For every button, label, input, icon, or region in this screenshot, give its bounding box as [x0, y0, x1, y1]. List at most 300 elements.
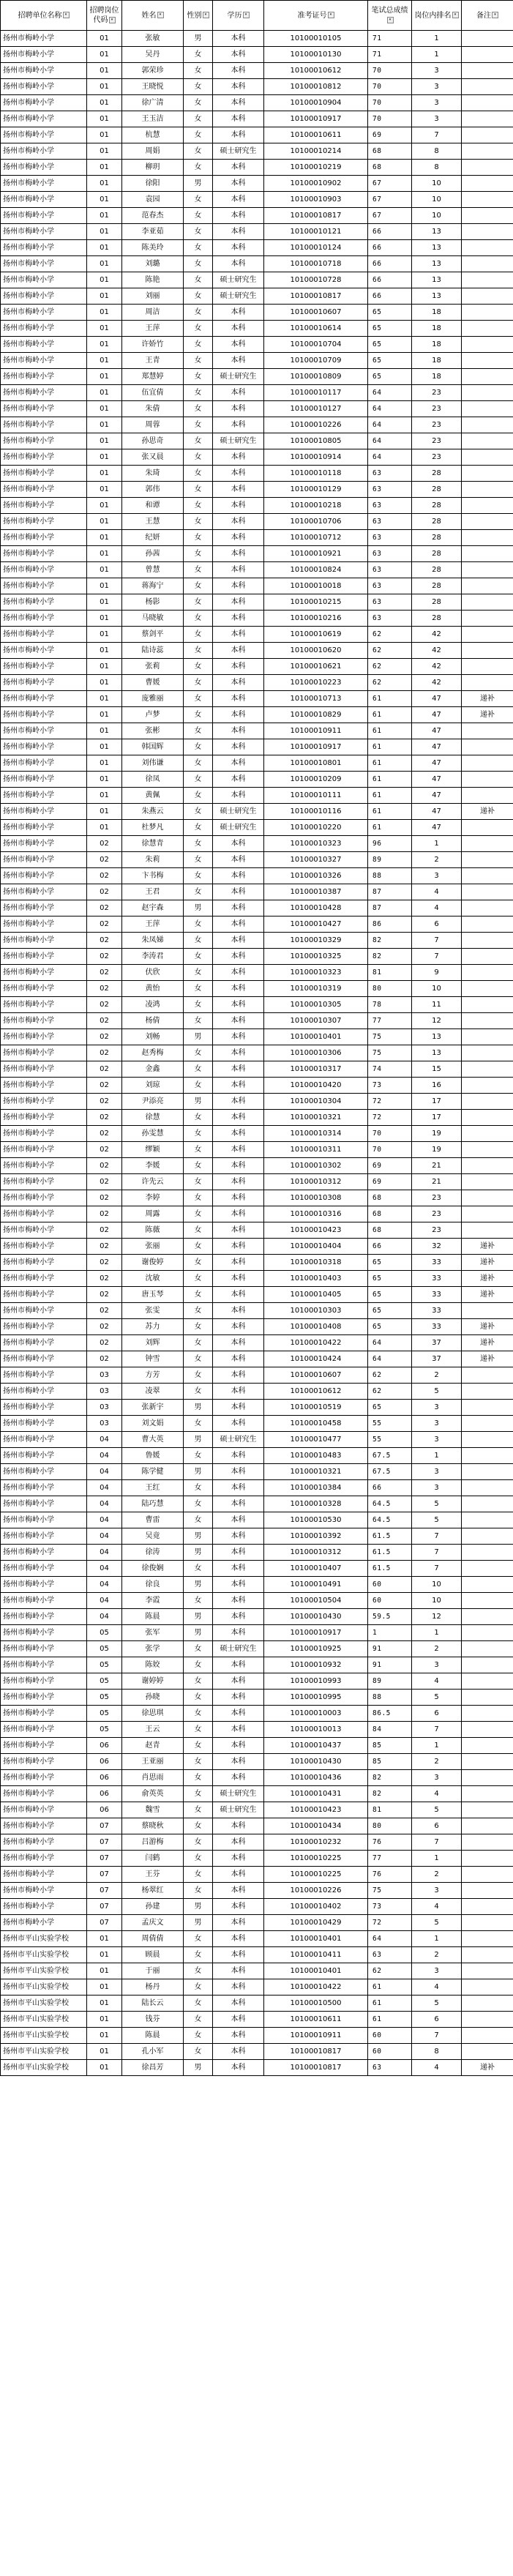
table-cell: 10100010303	[264, 1303, 368, 1319]
table-cell: 陆诗蕊	[122, 643, 184, 659]
table-cell: 5	[412, 1512, 462, 1528]
table-cell: 01	[87, 208, 122, 224]
table-cell: 06	[87, 1770, 122, 1786]
table-cell: 60	[368, 1577, 412, 1593]
table-cell: 10100010430	[264, 1609, 368, 1625]
table-cell: 女	[184, 1206, 213, 1222]
table-cell: 扬州市梅岭小学	[1, 143, 87, 160]
table-cell: 扬州市梅岭小学	[1, 160, 87, 176]
table-cell: 96	[368, 836, 412, 852]
table-cell: 1	[412, 1448, 462, 1464]
table-cell: 本科	[213, 1110, 264, 1126]
table-cell: 本科	[213, 1834, 264, 1851]
table-cell: 扬州市梅岭小学	[1, 1480, 87, 1496]
table-cell: 64	[368, 449, 412, 466]
table-cell: 女	[184, 305, 213, 321]
table-cell: 扬州市梅岭小学	[1, 1722, 87, 1738]
table-cell: 10100010612	[264, 1384, 368, 1400]
table-cell: 扬州市梅岭小学	[1, 466, 87, 482]
table-cell: 女	[184, 1690, 213, 1706]
table-cell: 10100010392	[264, 1528, 368, 1545]
table-cell: 64.5	[368, 1512, 412, 1528]
table-cell: 本科	[213, 1545, 264, 1561]
table-cell: 3	[412, 1883, 462, 1899]
table-cell: 77	[368, 1013, 412, 1029]
table-cell: 10100010704	[264, 337, 368, 353]
table-cell	[462, 933, 513, 949]
table-cell: 10100010805	[264, 433, 368, 449]
table-cell: 10	[412, 1577, 462, 1593]
table-cell: 本科	[213, 1593, 264, 1609]
table-cell	[462, 337, 513, 353]
table-cell: 81	[368, 1802, 412, 1818]
table-cell: 扬州市梅岭小学	[1, 997, 87, 1013]
filter-dropdown-icon[interactable]: ▾	[63, 12, 70, 18]
table-cell: 女	[184, 691, 213, 707]
table-cell: 7	[412, 949, 462, 965]
table-cell: 01	[87, 562, 122, 578]
table-cell: 10100010424	[264, 1351, 368, 1367]
table-cell: 10100010504	[264, 1593, 368, 1609]
table-cell: 10100010118	[264, 466, 368, 482]
table-cell: 本科	[213, 1883, 264, 1899]
table-cell: 04	[87, 1464, 122, 1480]
table-cell: 10100010436	[264, 1770, 368, 1786]
table-cell: 女	[184, 208, 213, 224]
table-cell: 扬州市梅岭小学	[1, 643, 87, 659]
filter-dropdown-icon[interactable]: ▾	[387, 17, 394, 23]
table-cell: 5	[412, 1496, 462, 1512]
table-cell: 本科	[213, 2060, 264, 2076]
table-cell: 纪妍	[122, 530, 184, 546]
table-cell: 70	[368, 63, 412, 79]
table-cell: 扬州市梅岭小学	[1, 884, 87, 900]
table-cell: 61.5	[368, 1561, 412, 1577]
table-cell: 64	[368, 1335, 412, 1351]
table-cell: 扬州市梅岭小学	[1, 353, 87, 369]
filter-dropdown-icon[interactable]: ▾	[452, 12, 459, 18]
column-header-2[interactable]	[122, 1, 184, 31]
table-cell: 女	[184, 1979, 213, 1996]
table-cell: 01	[87, 1947, 122, 1963]
table-cell: 62	[368, 675, 412, 691]
table-cell: 1	[412, 836, 462, 852]
table-cell: 本科	[213, 1335, 264, 1351]
table-row	[1, 1609, 513, 1625]
table-cell: 10100010402	[264, 1899, 368, 1915]
table-cell: 16	[412, 1078, 462, 1094]
table-cell	[462, 1899, 513, 1915]
table-cell: 10100010226	[264, 1883, 368, 1899]
table-cell: 女	[184, 1190, 213, 1206]
table-cell: 01	[87, 160, 122, 176]
table-row	[1, 997, 513, 1013]
table-cell: 男	[184, 176, 213, 192]
table-cell: 女	[184, 224, 213, 240]
filter-dropdown-icon[interactable]: ▾	[492, 12, 498, 18]
table-cell: 64	[368, 1351, 412, 1367]
table-cell: 70	[368, 95, 412, 111]
table-cell	[462, 176, 513, 192]
table-cell: 23	[412, 449, 462, 466]
table-cell: 87	[368, 884, 412, 900]
column-header-4[interactable]	[213, 1, 264, 31]
table-cell: 张新宇	[122, 1400, 184, 1416]
table-row	[1, 981, 513, 997]
table-cell: 张军	[122, 1625, 184, 1641]
table-cell: 递补	[462, 1239, 513, 1255]
table-cell: 本科	[213, 1142, 264, 1158]
table-cell: 本科	[213, 111, 264, 127]
table-cell	[462, 353, 513, 369]
table-cell: 王红	[122, 1480, 184, 1496]
table-cell: 4	[412, 1673, 462, 1690]
table-cell: 女	[184, 1754, 213, 1770]
table-row	[1, 1673, 513, 1690]
table-cell: 扬州市梅岭小学	[1, 627, 87, 643]
table-cell: 本科	[213, 47, 264, 63]
table-row	[1, 63, 513, 79]
table-cell: 扬州市梅岭小学	[1, 208, 87, 224]
table-cell: 男	[184, 1528, 213, 1545]
column-header-6[interactable]	[368, 1, 412, 31]
filter-dropdown-icon[interactable]: ▾	[109, 17, 116, 23]
table-cell: 10100010422	[264, 1979, 368, 1996]
table-cell: 1	[412, 1738, 462, 1754]
table-cell: 70	[368, 79, 412, 95]
table-cell: 10100010225	[264, 1851, 368, 1867]
table-cell: 递补	[462, 2060, 513, 2076]
table-cell: 67	[368, 176, 412, 192]
table-cell: 10100010434	[264, 1818, 368, 1834]
table-cell	[462, 433, 513, 449]
table-cell: 扬州市梅岭小学	[1, 965, 87, 981]
table-cell: 张雯	[122, 1303, 184, 1319]
table-cell: 89	[368, 852, 412, 868]
table-row	[1, 1206, 513, 1222]
column-header-7[interactable]	[412, 1, 462, 31]
table-cell: 3	[412, 79, 462, 95]
table-cell: 65	[368, 1271, 412, 1287]
table-cell: 10100010917	[264, 111, 368, 127]
table-cell: 63	[368, 530, 412, 546]
table-cell: 10100010817	[264, 2060, 368, 2076]
table-cell: 本科	[213, 176, 264, 192]
table-cell: 03	[87, 1416, 122, 1432]
table-cell: 01	[87, 611, 122, 627]
table-cell	[462, 772, 513, 788]
table-row	[1, 788, 513, 804]
table-cell: 刘璐	[122, 256, 184, 272]
table-cell: 女	[184, 288, 213, 305]
table-cell: 本科	[213, 1947, 264, 1963]
table-cell: 71	[368, 47, 412, 63]
table-cell: 女	[184, 1770, 213, 1786]
table-cell: 61	[368, 739, 412, 755]
table-cell: 女	[184, 965, 213, 981]
table-cell: 10100010430	[264, 1754, 368, 1770]
table-cell: 女	[184, 1416, 213, 1432]
table-cell: 本科	[213, 2012, 264, 2028]
table-cell: 男	[184, 1625, 213, 1641]
table-cell: 扬州市梅岭小学	[1, 1609, 87, 1625]
table-cell: 10100010130	[264, 47, 368, 63]
table-cell: 68	[368, 1222, 412, 1239]
table-cell: 47	[412, 723, 462, 739]
table-cell: 01	[87, 433, 122, 449]
table-cell: 80	[368, 1818, 412, 1834]
table-cell: 本科	[213, 498, 264, 514]
table-row	[1, 1094, 513, 1110]
table-cell: 10100010124	[264, 240, 368, 256]
table-cell: 女	[184, 63, 213, 79]
table-row	[1, 530, 513, 546]
table-cell: 64	[368, 433, 412, 449]
table-cell: 本科	[213, 1287, 264, 1303]
table-cell: 男	[184, 1915, 213, 1931]
table-cell	[462, 1561, 513, 1577]
table-cell: 13	[412, 256, 462, 272]
table-row	[1, 1432, 513, 1448]
table-cell	[462, 160, 513, 176]
table-row	[1, 449, 513, 466]
table-cell: 王玉洁	[122, 111, 184, 127]
table-cell: 07	[87, 1915, 122, 1931]
table-cell: 3	[412, 1963, 462, 1979]
filter-dropdown-icon[interactable]: ▾	[203, 12, 209, 18]
table-cell: 76	[368, 1867, 412, 1883]
table-cell: 10100010621	[264, 659, 368, 675]
table-row	[1, 772, 513, 788]
table-cell: 10100010404	[264, 1239, 368, 1255]
table-cell: 10100010129	[264, 482, 368, 498]
column-header-label: 姓名	[141, 11, 157, 20]
table-cell: 赵青	[122, 1738, 184, 1754]
table-cell: 女	[184, 1641, 213, 1657]
table-row	[1, 401, 513, 417]
table-cell: 47	[412, 804, 462, 820]
table-cell: 杨倩	[122, 1013, 184, 1029]
table-cell	[462, 369, 513, 385]
table-cell: 女	[184, 385, 213, 401]
table-cell: 01	[87, 755, 122, 772]
table-cell	[462, 1979, 513, 1996]
table-cell	[462, 530, 513, 546]
table-cell: 10100010932	[264, 1657, 368, 1673]
table-cell: 扬州市梅岭小学	[1, 1690, 87, 1706]
table-cell: 10100010223	[264, 675, 368, 691]
table-cell: 女	[184, 1319, 213, 1335]
table-row	[1, 594, 513, 611]
table-cell	[462, 1078, 513, 1094]
table-cell: 5	[412, 1996, 462, 2012]
table-row	[1, 1577, 513, 1593]
table-cell	[462, 466, 513, 482]
table-cell: 女	[184, 272, 213, 288]
table-row	[1, 272, 513, 288]
table-row	[1, 1416, 513, 1432]
table-cell: 62	[368, 1367, 412, 1384]
column-header-1[interactable]	[87, 1, 122, 31]
table-cell: 女	[184, 1110, 213, 1126]
table-row	[1, 1528, 513, 1545]
table-cell: 女	[184, 1335, 213, 1351]
table-cell: 01	[87, 820, 122, 836]
table-cell: 扬州市梅岭小学	[1, 707, 87, 723]
table-row	[1, 417, 513, 433]
table-cell: 李婷	[122, 1190, 184, 1206]
table-cell: 扬州市梅岭小学	[1, 1867, 87, 1883]
table-row	[1, 949, 513, 965]
table-cell: 男	[184, 1400, 213, 1416]
table-cell: 03	[87, 1384, 122, 1400]
table-cell: 卢梦	[122, 707, 184, 723]
table-cell: 女	[184, 755, 213, 772]
table-cell: 扬州市梅岭小学	[1, 1190, 87, 1206]
table-row	[1, 804, 513, 820]
table-cell: 本科	[213, 675, 264, 691]
table-cell: 本科	[213, 1319, 264, 1335]
table-row	[1, 546, 513, 562]
table-cell: 孟庆文	[122, 1915, 184, 1931]
table-row	[1, 240, 513, 256]
table-cell	[462, 31, 513, 47]
table-cell: 01	[87, 337, 122, 353]
table-cell: 本科	[213, 160, 264, 176]
table-cell	[462, 578, 513, 594]
table-cell: 91	[368, 1641, 412, 1657]
table-cell: 87	[368, 900, 412, 916]
table-row	[1, 1029, 513, 1045]
filter-dropdown-icon[interactable]: ▾	[243, 12, 250, 18]
table-cell: 05	[87, 1625, 122, 1641]
column-header-label: 岗位内排名	[414, 11, 452, 20]
table-cell: 1	[412, 31, 462, 47]
table-cell: 67.5	[368, 1448, 412, 1464]
table-cell: 扬州市梅岭小学	[1, 79, 87, 95]
table-cell: 陈艳	[122, 272, 184, 288]
table-cell: 66	[368, 224, 412, 240]
table-cell: 02	[87, 836, 122, 852]
table-row	[1, 1384, 513, 1400]
table-cell: 本科	[213, 1239, 264, 1255]
table-cell: 88	[368, 868, 412, 884]
table-cell	[462, 949, 513, 965]
table-cell: 本科	[213, 1722, 264, 1738]
table-cell: 61	[368, 772, 412, 788]
table-cell: 17	[412, 1094, 462, 1110]
table-cell: 曹媛	[122, 675, 184, 691]
table-cell: 4	[412, 1899, 462, 1915]
table-cell: 扬州市梅岭小学	[1, 1448, 87, 1464]
table-cell: 本科	[213, 337, 264, 353]
header-row	[1, 1, 513, 31]
table-row	[1, 256, 513, 272]
filter-dropdown-icon[interactable]: ▾	[328, 12, 334, 18]
table-cell	[462, 627, 513, 643]
table-cell	[462, 1480, 513, 1496]
table-cell: 05	[87, 1673, 122, 1690]
column-header-0[interactable]	[1, 1, 87, 31]
table-cell: 女	[184, 256, 213, 272]
table-cell: 扬州市梅岭小学	[1, 1432, 87, 1448]
table-cell: 扬州市梅岭小学	[1, 546, 87, 562]
table-cell: 01	[87, 546, 122, 562]
table-cell	[462, 755, 513, 772]
table-row	[1, 466, 513, 482]
table-cell: 15	[412, 1061, 462, 1078]
table-cell: 本科	[213, 1271, 264, 1287]
table-cell: 孙晓	[122, 1690, 184, 1706]
column-header-3[interactable]	[184, 1, 213, 31]
column-header-8[interactable]	[462, 1, 513, 31]
table-cell: 王芬	[122, 1867, 184, 1883]
table-cell: 01	[87, 466, 122, 482]
column-header-5[interactable]	[264, 1, 368, 31]
table-cell: 扬州市梅岭小学	[1, 900, 87, 916]
table-cell: 周倩倩	[122, 1931, 184, 1947]
table-cell: 苏力	[122, 1319, 184, 1335]
table-cell: 沈敏	[122, 1271, 184, 1287]
table-row	[1, 1979, 513, 1996]
table-cell: 10100010706	[264, 514, 368, 530]
table-cell: 扬州市梅岭小学	[1, 192, 87, 208]
table-cell: 02	[87, 1174, 122, 1190]
table-cell: 递补	[462, 691, 513, 707]
table-cell: 75	[368, 1883, 412, 1899]
table-cell: 05	[87, 1706, 122, 1722]
table-cell: 10100010620	[264, 643, 368, 659]
table-cell: 扬州市梅岭小学	[1, 1287, 87, 1303]
table-cell: 02	[87, 1351, 122, 1367]
table-cell: 12	[412, 1609, 462, 1625]
table-cell: 01	[87, 804, 122, 820]
table-cell: 10100010817	[264, 2044, 368, 2060]
table-cell: 扬州市梅岭小学	[1, 1561, 87, 1577]
table-cell: 02	[87, 933, 122, 949]
table-cell: 本科	[213, 1899, 264, 1915]
table-cell: 10100010302	[264, 1158, 368, 1174]
table-cell: 扬州市平山实验学校	[1, 2060, 87, 2076]
table-cell: 05	[87, 1657, 122, 1673]
table-cell: 8	[412, 160, 462, 176]
table-cell: 扬州市梅岭小学	[1, 1496, 87, 1512]
table-cell: 女	[184, 675, 213, 691]
table-cell: 郭荣珍	[122, 63, 184, 79]
table-cell: 4	[412, 1786, 462, 1802]
table-cell: 本科	[213, 546, 264, 562]
table-cell: 4	[412, 900, 462, 916]
table-row	[1, 1174, 513, 1190]
table-cell: 10100010323	[264, 965, 368, 981]
table-cell: 本科	[213, 933, 264, 949]
table-cell: 本科	[213, 900, 264, 916]
table-cell: 10100010995	[264, 1690, 368, 1706]
table-cell: 61	[368, 788, 412, 804]
table-cell: 本科	[213, 192, 264, 208]
table-cell	[462, 1577, 513, 1593]
filter-dropdown-icon[interactable]: ▾	[157, 12, 164, 18]
table-cell: 闫鹤	[122, 1851, 184, 1867]
table-cell: 扬州市梅岭小学	[1, 1174, 87, 1190]
table-cell: 扬州市梅岭小学	[1, 723, 87, 739]
table-row	[1, 1045, 513, 1061]
table-cell: 本科	[213, 385, 264, 401]
table-cell: 女	[184, 546, 213, 562]
table-cell: 10100010314	[264, 1126, 368, 1142]
table-row	[1, 337, 513, 353]
table-cell: 72	[368, 1915, 412, 1931]
